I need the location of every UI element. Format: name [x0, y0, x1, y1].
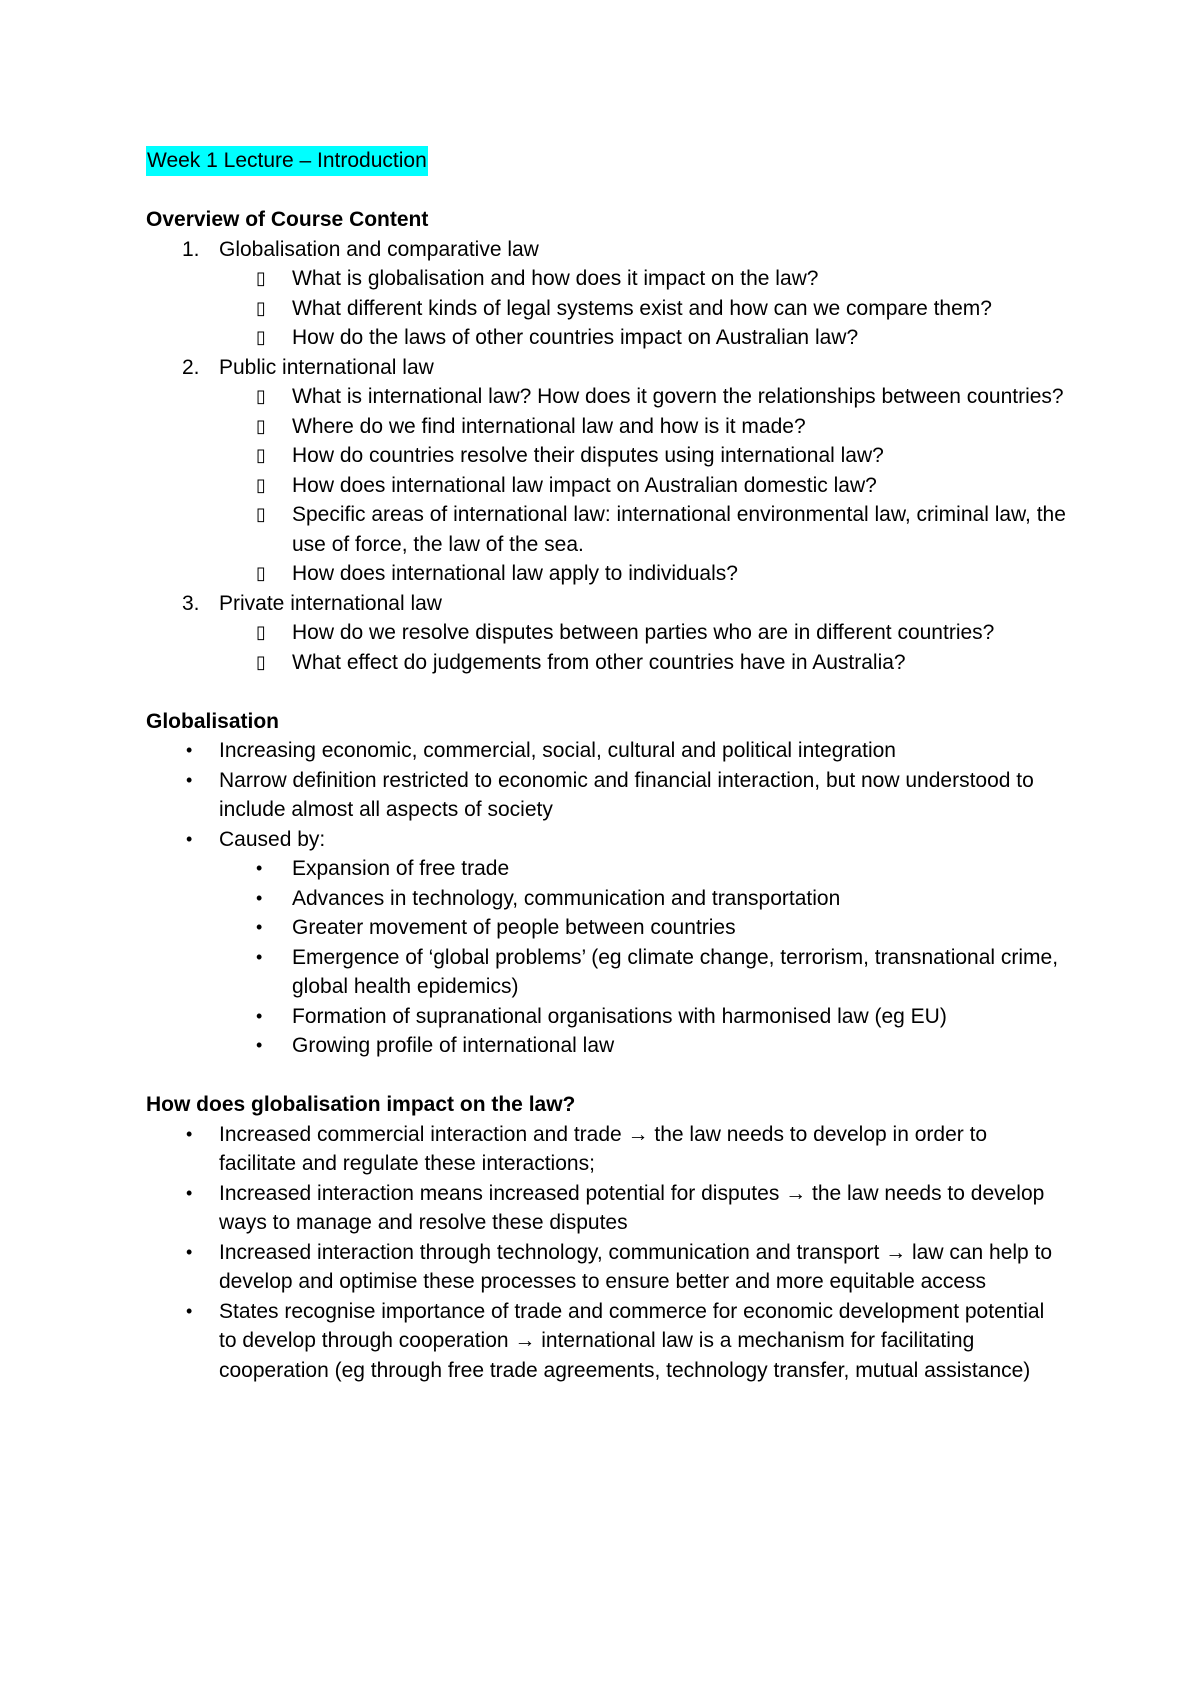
overview-subitem: [146, 648, 1066, 678]
cause-item: [146, 1002, 1066, 1032]
overview-subitem: [146, 323, 1066, 353]
cause-item: [146, 913, 1066, 943]
globalisation-heading: Globalisation: [146, 709, 280, 733]
globalisation-item-text: Increasing economic, commercial, social, cultural and political integration: [219, 739, 896, 762]
impact-item-text: Increased interaction means increased potential for disputes → the law needs to develop ways to manage and resolve these disputes: [219, 1181, 1045, 1234]
title-line: [146, 146, 1066, 176]
overview-heading: Overview of Course Content: [146, 208, 429, 231]
overview-subitem-text: What different kinds of legal systems exist and how can we compare them?: [292, 296, 992, 320]
bullet-icon: •: [186, 769, 193, 790]
overview-subitem: [146, 264, 1066, 294]
overview-item: [146, 589, 1066, 619]
overview-subitem: [146, 412, 1066, 442]
document-page: [146, 146, 1066, 1385]
impact-item: [146, 1120, 1066, 1179]
cause-item: [146, 1031, 1066, 1061]
missing-glyph-icon: ▯: [256, 386, 266, 406]
list-number: 3.: [182, 591, 200, 615]
cause-item: [146, 943, 1066, 1002]
overview-item-label: Globalisation and comparative law: [219, 237, 539, 261]
bullet-icon: •: [256, 858, 263, 878]
overview-subitem: [146, 559, 1066, 589]
list-number: 1.: [182, 237, 200, 261]
bullet-icon: •: [186, 1241, 193, 1262]
spacer: [146, 176, 1066, 206]
bullet-icon: •: [186, 1123, 193, 1144]
impact-item: [146, 1179, 1066, 1238]
missing-glyph-icon: ▯: [256, 445, 266, 465]
bullet-icon: •: [186, 1300, 193, 1321]
overview-subitem-text: Specific areas of international law: international environmental law, criminal law, the use of force, the law of the sea.: [292, 503, 1066, 556]
globalisation-item: [146, 766, 1066, 825]
overview-subitem: [146, 618, 1066, 648]
spacer: [146, 677, 1066, 707]
missing-glyph-icon: ▯: [256, 474, 266, 495]
overview-item: [146, 235, 1066, 265]
cause-item-text: Emergence of ‘global problems’ (eg climate change, terrorism, transnational crime, global health epidemics): [292, 945, 1059, 998]
impact-item-text: Increased commercial interaction and trade → the law needs to develop in order to facilitate and regulate these interactions;: [219, 1122, 988, 1175]
bullet-icon: •: [256, 946, 263, 967]
globalisation-item: [146, 736, 1066, 766]
impact-item-text: Increased interaction through technology, communication and transport → law can help to develop and optimise these processes to ensure better and more equitable access: [219, 1240, 1053, 1293]
bullet-icon: •: [186, 828, 193, 849]
impact-heading: How does globalisation impact on the law?: [146, 1093, 576, 1116]
globalisation-item: [146, 825, 1066, 855]
missing-glyph-icon: ▯: [256, 415, 266, 436]
cause-item-text: Growing profile of international law: [292, 1034, 615, 1057]
bullet-icon: •: [256, 887, 263, 908]
missing-glyph-icon: ▯: [256, 297, 266, 318]
missing-glyph-icon: ▯: [256, 504, 266, 524]
missing-glyph-icon: ▯: [256, 268, 266, 288]
bullet-icon: •: [256, 1005, 263, 1026]
page-title: Week 1 Lecture – Introduction: [146, 146, 428, 176]
bullet-icon: •: [256, 1035, 263, 1055]
missing-glyph-icon: ▯: [256, 622, 266, 642]
impact-item-text: States recognise importance of trade and commerce for economic development potential to develop through cooperation → international law is a mechanism for facilitating cooperation (eg through free trade agreements, technology transfer, mutual assistance): [219, 1299, 1045, 1382]
overview-item: [146, 353, 1066, 383]
cause-item-text: Advances in technology, communication and transportation: [292, 886, 841, 910]
overview-subitem-text: What is international law? How does it govern the relationships between countries?: [292, 385, 1064, 408]
overview-subitem: [146, 471, 1066, 501]
overview-subitem-text: Where do we find international law and how is it made?: [292, 414, 806, 438]
overview-item-label: Public international law: [219, 355, 434, 379]
overview-subitem-text: How do countries resolve their disputes using international law?: [292, 444, 884, 467]
bullet-icon: •: [186, 1182, 193, 1203]
overview-subitem-text: How do the laws of other countries impact on Australian law?: [292, 326, 859, 349]
spacer: [146, 1061, 1066, 1091]
list-number: 2.: [182, 355, 200, 379]
overview-subitem-text: How does international law impact on Australian domestic law?: [292, 473, 877, 497]
overview-subitem: [146, 500, 1066, 559]
overview-item-label: Private international law: [219, 591, 442, 615]
overview-subitem-text: How do we resolve disputes between parties who are in different countries?: [292, 621, 995, 644]
globalisation-item-text: Narrow definition restricted to economic and financial interaction, but now understood to include almost all aspects of society: [219, 768, 1034, 821]
impact-item: [146, 1297, 1066, 1386]
globalisation-item-text: Caused by:: [219, 827, 326, 851]
overview-subitem: [146, 382, 1066, 412]
cause-item-text: Expansion of free trade: [292, 857, 510, 880]
missing-glyph-icon: ▯: [256, 651, 266, 672]
cause-item: [146, 884, 1066, 914]
impact-item: [146, 1238, 1066, 1297]
overview-subitem-text: What is globalisation and how does it impact on the law?: [292, 267, 819, 290]
missing-glyph-icon: ▯: [256, 327, 266, 347]
overview-subitem-text: What effect do judgements from other countries have in Australia?: [292, 650, 906, 674]
overview-subitem-text: How does international law apply to individuals?: [292, 562, 738, 585]
cause-item: [146, 854, 1066, 884]
overview-subitem: [146, 294, 1066, 324]
bullet-icon: •: [256, 917, 263, 937]
overview-subitem: [146, 441, 1066, 471]
cause-item-text: Formation of supranational organisations with harmonised law (eg EU): [292, 1004, 947, 1028]
bullet-icon: •: [186, 740, 193, 760]
missing-glyph-icon: ▯: [256, 563, 266, 583]
cause-item-text: Greater movement of people between countries: [292, 916, 736, 939]
